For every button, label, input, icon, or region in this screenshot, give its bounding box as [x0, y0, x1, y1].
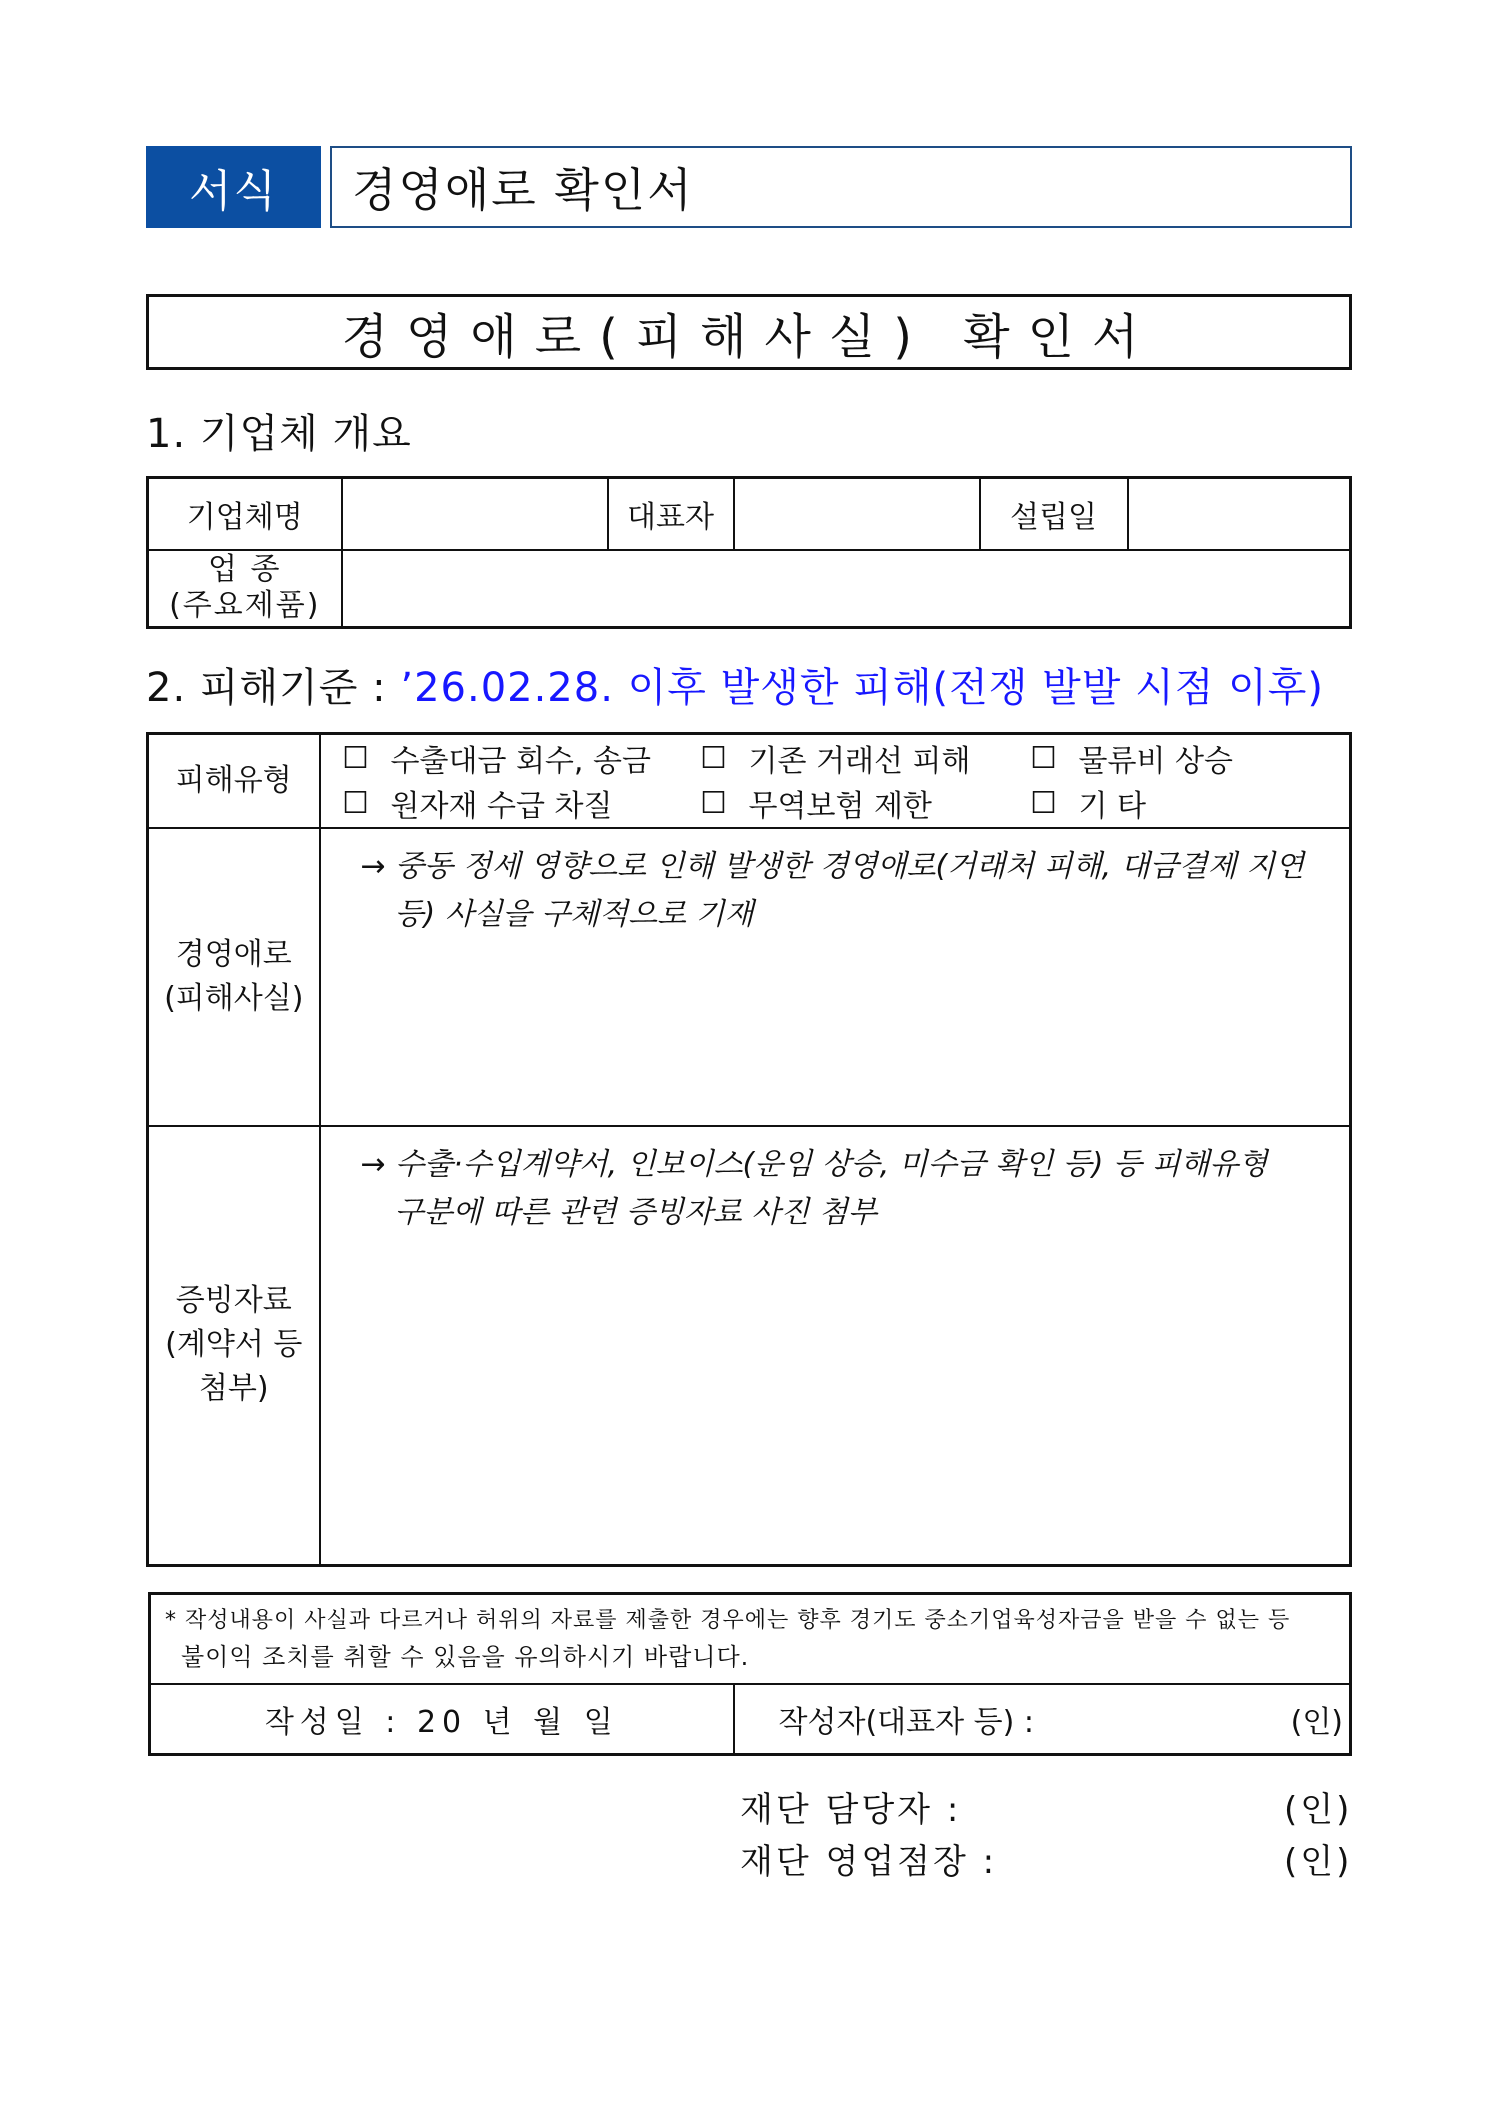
official-manager-label: 재단 담당자 :: [740, 1790, 962, 1830]
ceo-label: 대표자: [608, 478, 734, 550]
established-label: 설립일: [980, 478, 1128, 550]
evidence-field[interactable]: [320, 1126, 1351, 1566]
written-date[interactable]: 작성일 : 20 년 월 일: [150, 1684, 734, 1754]
evidence-hint-line2: 구분에 따른 관련 증빙자료 사진 첨부: [394, 1194, 877, 1230]
evidence-label-sub2: 첨부): [198, 1371, 269, 1407]
evidence-hint-line1: → 수출·수입계약서, 인보이스(운임 상승, 미수금 확인 등) 등 피해유형: [360, 1146, 1268, 1182]
evidence-label-main: 증빙자료: [175, 1283, 292, 1319]
difficulty-label-sub: (피해사실): [164, 980, 304, 1016]
industry-field[interactable]: [342, 550, 1351, 628]
section2-heading-prefix: 2. 피해기준 :: [146, 665, 387, 711]
damage-type-row-2: [321, 781, 1350, 826]
company-overview-table: [146, 476, 1352, 629]
difficulty-label-main: 경영애로: [175, 936, 292, 972]
official-manager-seal: (인): [1284, 1790, 1353, 1830]
section2-heading: [146, 656, 1324, 713]
checkbox-trade-insurance[interactable]: ☐: [700, 785, 727, 821]
damage-type-label: 피해유형: [148, 734, 320, 828]
damage-type-row-1: [321, 736, 1350, 781]
form-tag: 서식: [146, 146, 321, 228]
official-branch-head-label: 재단 영업점장 :: [740, 1842, 998, 1882]
ceo-field[interactable]: [734, 478, 980, 550]
company-name-field[interactable]: [342, 478, 608, 550]
declaration-note-line2: 불이익 조치를 취할 수 있음을 유의하시기 바랍니다.: [181, 1643, 750, 1671]
declaration-table: [148, 1592, 1352, 1756]
option-raw-material: 원자재 수급 차질: [390, 789, 613, 825]
option-existing-partner: 기존 거래선 피해: [748, 744, 971, 780]
official-branch-head-seal: (인): [1284, 1842, 1353, 1882]
difficulty-hint-line1: → 중동 정세 영향으로 인해 발생한 경영애로(거래처 피해, 대금결제 지연: [360, 848, 1305, 884]
option-other: 기 타: [1078, 789, 1146, 825]
checkbox-logistics-cost[interactable]: ☐: [1030, 740, 1057, 776]
option-export-payment: 수출대금 회수, 송금: [390, 744, 651, 780]
checkbox-existing-partner[interactable]: ☐: [700, 740, 727, 776]
checkbox-export-payment[interactable]: ☐: [342, 740, 369, 776]
industry-label-line2: (주요제품): [169, 588, 321, 624]
industry-label: [148, 550, 342, 628]
writer-field[interactable]: [734, 1684, 1351, 1754]
declaration-note-line1: * 작성내용이 사실과 다르거나 허위의 자료를 제출한 경우에는 향후 경기도 중소기업육성자금을 받을 수 없는 등: [165, 1608, 1291, 1633]
difficulty-label: [148, 828, 320, 1126]
difficulty-hint-line2: 등) 사실을 구체적으로 기재: [394, 896, 754, 932]
damage-criterion: ’26.02.28. 이후 발생한 피해(전쟁 발발 시점 이후): [400, 665, 1325, 711]
evidence-label-sub1: (계약서 등: [165, 1327, 303, 1363]
damage-type-options: [320, 734, 1351, 828]
form-name: 경영애로 확인서: [330, 146, 1352, 228]
declaration-note: [150, 1594, 1351, 1685]
writer-seal: (인): [1290, 1704, 1343, 1740]
checkbox-other[interactable]: ☐: [1030, 785, 1057, 821]
evidence-label: [148, 1126, 320, 1566]
checkbox-raw-material[interactable]: ☐: [342, 785, 369, 821]
option-trade-insurance: 무역보험 제한: [748, 789, 932, 825]
option-logistics-cost: 물류비 상승: [1078, 744, 1233, 780]
company-name-label: 기업체명: [148, 478, 342, 550]
writer-label: 작성자(대표자 등) :: [778, 1704, 1034, 1740]
damage-table: [146, 732, 1352, 1567]
difficulty-field[interactable]: [320, 828, 1351, 1126]
established-field[interactable]: [1128, 478, 1351, 550]
section1-heading: 1. 기업체 개요: [146, 411, 412, 457]
industry-label-line1: 업 종: [208, 552, 282, 588]
document-title: 경영애로(피해사실) 확인서: [146, 294, 1352, 370]
